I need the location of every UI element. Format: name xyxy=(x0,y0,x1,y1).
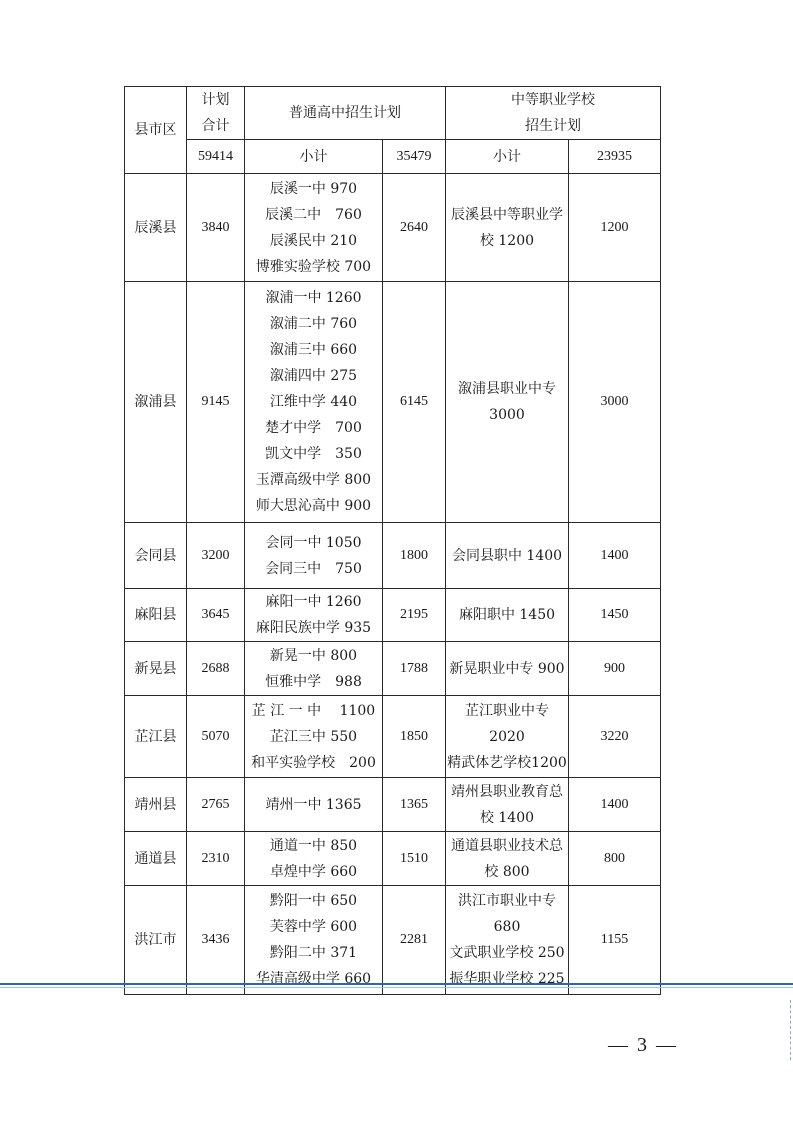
header-row xyxy=(125,87,661,140)
table-row xyxy=(125,778,661,832)
school-entry: 会同三中 750 xyxy=(265,560,362,577)
vocational-school-list xyxy=(446,589,569,642)
vocational-entry: 会同县职中 1400 xyxy=(451,547,563,564)
vocational-school-list xyxy=(446,642,569,696)
county-name: 芷江县 xyxy=(125,696,187,778)
general-subtotal-label: 小计 xyxy=(245,140,383,174)
vocational-entry: 新晃职业中专 900 xyxy=(449,660,565,677)
general-subtotal: 2195 xyxy=(383,589,446,642)
school-entry: 新晃一中 800 xyxy=(269,647,358,664)
school-entry: 玉潭高级中学 800 xyxy=(255,472,372,488)
general-high-header: 普通高中招生计划 xyxy=(245,87,446,140)
vocational-entry: 精武体艺学校1200 xyxy=(447,754,567,771)
vocational-subtotal: 1400 xyxy=(569,523,661,589)
vocational-entry: 校 1200 xyxy=(479,232,535,249)
school-entry: 江维中学 440 xyxy=(269,394,358,410)
school-entry: 溆浦三中 660 xyxy=(269,342,358,358)
plan-total: 2310 xyxy=(187,832,245,886)
vocational-school-list xyxy=(446,778,569,832)
general-subtotal: 6145 xyxy=(383,282,446,523)
county-header: 县市区 xyxy=(125,87,187,174)
plan-total: 3436 xyxy=(187,886,245,995)
page-number: — 3 — xyxy=(608,1034,678,1056)
vocational-total: 23935 xyxy=(569,140,661,174)
vocational-subtotal: 1400 xyxy=(569,778,661,832)
county-name: 麻阳县 xyxy=(125,589,187,642)
vocational-school-list xyxy=(446,696,569,778)
county-name: 通道县 xyxy=(125,832,187,886)
vocational-subtotal: 3220 xyxy=(569,696,661,778)
vocational-subtotal: 1450 xyxy=(569,589,661,642)
school-entry: 芷 江 一 中 1100 xyxy=(251,702,376,719)
vocational-entry: 洪江市职业中专 xyxy=(458,893,556,909)
school-entry: 芙蓉中学 600 xyxy=(269,919,358,935)
plan-total: 9145 xyxy=(187,282,245,523)
general-subtotal: 2640 xyxy=(383,174,446,282)
vocational-entry: 文武职业学校 250 xyxy=(449,945,565,961)
school-entry: 辰溪一中 970 xyxy=(269,180,358,197)
school-entry: 麻阳民族中学 935 xyxy=(255,620,372,636)
general-subtotal: 2281 xyxy=(383,886,446,995)
general-subtotal: 1850 xyxy=(383,696,446,778)
high-school-list xyxy=(245,832,383,886)
subtotal-row xyxy=(125,140,661,174)
high-school-list xyxy=(245,174,383,282)
vocational-school-list xyxy=(446,832,569,886)
vocational-entry: 振华职业学校 225 xyxy=(449,971,565,987)
high-school-list xyxy=(245,778,383,832)
high-school-list xyxy=(245,696,383,778)
school-entry: 辰溪二中 760 xyxy=(265,206,362,223)
vocational-school-list xyxy=(446,886,569,995)
vocational-subtotal: 800 xyxy=(569,832,661,886)
vocational-subtotal-label: 小计 xyxy=(446,140,569,174)
school-entry: 会同一中 1050 xyxy=(265,534,362,551)
vocational-entry: 靖州县职业教育总 xyxy=(451,783,563,800)
school-entry: 黔阳一中 650 xyxy=(269,893,358,909)
school-entry: 卓煌中学 660 xyxy=(269,863,358,880)
general-subtotal: 1365 xyxy=(383,778,446,832)
school-entry: 凯文中学 350 xyxy=(265,446,362,462)
county-name: 靖州县 xyxy=(125,778,187,832)
plan-total-header: 计划 合计 xyxy=(187,87,245,140)
table-row xyxy=(125,642,661,696)
school-entry: 师大思沁高中 900 xyxy=(255,498,372,514)
high-school-list xyxy=(245,886,383,995)
plan-total: 3840 xyxy=(187,174,245,282)
general-subtotal: 1788 xyxy=(383,642,446,696)
county-name: 会同县 xyxy=(125,523,187,589)
vocational-school-list xyxy=(446,523,569,589)
vocational-entry: 680 xyxy=(493,919,521,935)
table-row xyxy=(125,282,661,523)
general-subtotal: 1510 xyxy=(383,832,446,886)
school-entry: 溆浦四中 275 xyxy=(269,368,358,384)
high-school-list xyxy=(245,642,383,696)
plan-total: 2688 xyxy=(187,642,245,696)
vocational-subtotal: 900 xyxy=(569,642,661,696)
vocational-subtotal: 1200 xyxy=(569,174,661,282)
school-entry: 黔阳二中 371 xyxy=(269,945,358,961)
school-entry: 麻阳一中 1260 xyxy=(265,594,362,610)
county-name: 溆浦县 xyxy=(125,282,187,523)
vocational-entry: 麻阳职中 1450 xyxy=(458,607,556,623)
enrollment-plan-table xyxy=(124,86,661,995)
table-row xyxy=(125,589,661,642)
vocational-school-list xyxy=(446,282,569,523)
county-name: 辰溪县 xyxy=(125,174,187,282)
vocational-entry: 通道县职业技术总 xyxy=(451,837,563,854)
plan-total: 5070 xyxy=(187,696,245,778)
county-name: 新晃县 xyxy=(125,642,187,696)
school-entry: 华清高级中学 660 xyxy=(255,971,372,987)
plan-total: 3200 xyxy=(187,523,245,589)
school-entry: 博雅实验学校 700 xyxy=(255,258,372,275)
vocational-entry: 校 800 xyxy=(484,863,530,880)
school-entry: 芷江三中 550 xyxy=(269,728,358,745)
high-school-list xyxy=(245,589,383,642)
blue-rule xyxy=(0,983,793,985)
general-total: 35479 xyxy=(383,140,446,174)
school-entry: 辰溪民中 210 xyxy=(269,232,358,249)
light-blue-rule xyxy=(0,987,793,988)
school-entry: 和平实验学校 200 xyxy=(251,754,376,771)
vocational-entry: 辰溪县中等职业学 xyxy=(451,206,563,223)
vocational-subtotal: 3000 xyxy=(569,282,661,523)
vocational-school-list xyxy=(446,174,569,282)
plan-total: 2765 xyxy=(187,778,245,832)
table-row xyxy=(125,696,661,778)
high-school-list xyxy=(245,282,383,523)
high-school-list xyxy=(245,523,383,589)
table-row xyxy=(125,523,661,589)
school-entry: 溆浦一中 1260 xyxy=(265,290,362,306)
vocational-entry: 芷江职业中专 xyxy=(465,702,549,719)
vocational-header: 中等职业学校 招生计划 xyxy=(446,87,661,140)
general-subtotal: 1800 xyxy=(383,523,446,589)
school-entry: 靖州一中 1365 xyxy=(265,796,362,813)
table-row xyxy=(125,832,661,886)
vocational-entry: 2020 xyxy=(489,728,525,745)
county-name: 洪江市 xyxy=(125,886,187,995)
plan-total: 3645 xyxy=(187,589,245,642)
table-row xyxy=(125,174,661,282)
edge-mark xyxy=(790,1000,791,1060)
vocational-entry: 溆浦县职业中专 xyxy=(458,381,556,397)
grand-total: 59414 xyxy=(187,140,245,174)
school-entry: 通道一中 850 xyxy=(269,837,358,854)
school-entry: 楚才中学 700 xyxy=(265,420,362,436)
table-row xyxy=(125,886,661,995)
vocational-subtotal: 1155 xyxy=(569,886,661,995)
vocational-entry: 3000 xyxy=(489,407,525,423)
school-entry: 恒雅中学 988 xyxy=(265,673,362,690)
vocational-entry: 校 1400 xyxy=(479,809,535,826)
school-entry: 溆浦二中 760 xyxy=(269,316,358,332)
